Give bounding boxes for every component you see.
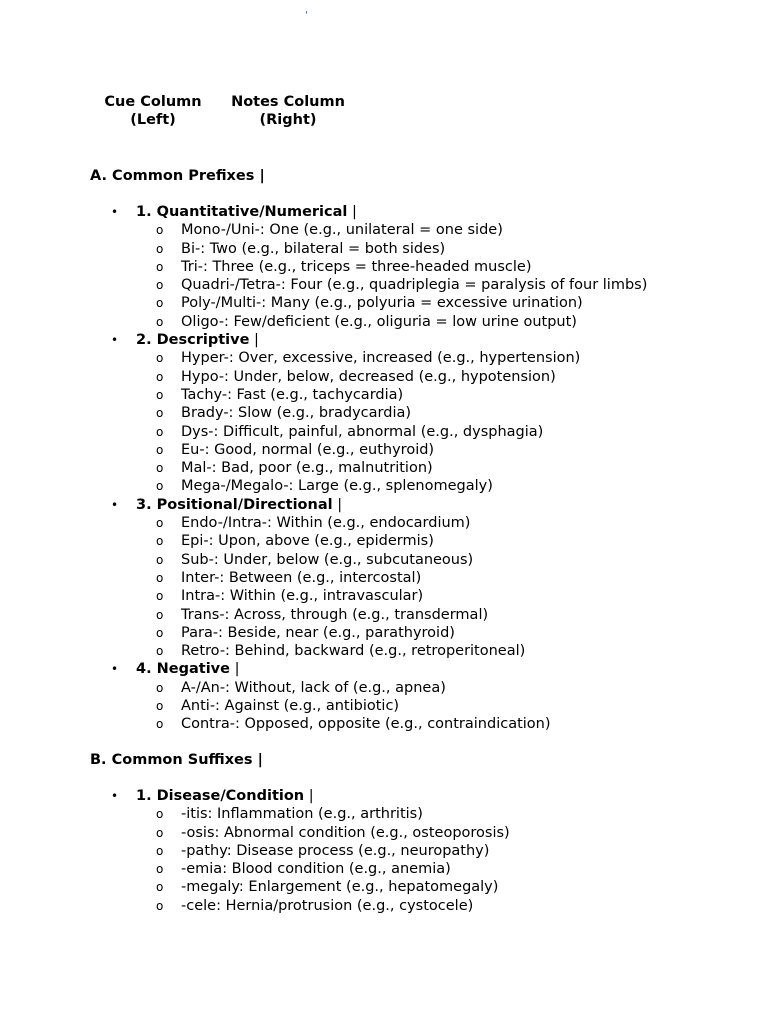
section-title-text: B. Common Suffixes: [90, 752, 253, 768]
sub-bullet-icon: o: [156, 644, 164, 659]
list-item-text: -osis: Abnormal condition (e.g., osteoporosis): [181, 824, 510, 841]
category-separator: |: [254, 332, 259, 349]
section-title-suffixes: [90, 751, 263, 769]
sub-bullet-icon: o: [156, 387, 164, 402]
sub-bullet-icon: o: [156, 552, 164, 567]
list-item: [0, 551, 768, 569]
list-item: [0, 258, 768, 276]
sub-bullet-icon: o: [156, 278, 164, 293]
list-item-text: -cele: Hernia/protrusion (e.g., cystocele): [181, 897, 474, 914]
list-item-text: Mega-/Megalo-: Large (e.g., splenomegaly): [181, 478, 493, 495]
sub-bullet-icon: o: [156, 223, 164, 238]
sub-bullet-icon: o: [156, 825, 164, 840]
bullet-icon: •: [111, 205, 119, 219]
sub-bullet-icon: o: [156, 442, 164, 457]
sub-bullet-icon: o: [156, 807, 164, 822]
notes-column-position: (Right): [259, 112, 317, 128]
list-item: [0, 824, 768, 842]
sub-bullet-icon: o: [156, 680, 164, 695]
sub-bullet-icon: o: [156, 406, 164, 421]
list-item-text: Sub-: Under, below (e.g., subcutaneous): [181, 551, 474, 568]
list-item-text: Epi-: Upon, above (e.g., epidermis): [181, 533, 434, 550]
bullet-icon: •: [111, 789, 119, 803]
category-heading: [136, 660, 239, 678]
list-item: [0, 386, 768, 404]
category-label: 1. Disease/Condition: [136, 788, 305, 804]
sub-bullet-icon: o: [156, 479, 164, 494]
list-item-text: -pathy: Disease process (e.g., neuropathy): [181, 842, 490, 859]
list-item: [0, 459, 768, 477]
list-item: [0, 587, 768, 605]
list-item: [0, 514, 768, 532]
list-item: [0, 240, 768, 258]
list-item: [0, 842, 768, 860]
list-item-text: -emia: Blood condition (e.g., anemia): [181, 861, 451, 878]
list-item: [0, 624, 768, 642]
sub-bullet-icon: o: [156, 570, 164, 585]
cue-column-header: [92, 93, 214, 129]
list-item: [0, 423, 768, 441]
bullet-icon: •: [111, 497, 119, 512]
category-separator: |: [234, 661, 240, 678]
sub-bullet-icon: o: [156, 534, 164, 549]
list-item: [0, 368, 768, 386]
list-item: [0, 897, 768, 915]
category-row: [0, 787, 768, 805]
column-headers: [0, 93, 768, 133]
list-item: [0, 606, 768, 624]
sub-bullet-icon: o: [156, 625, 164, 640]
list-item: [0, 313, 768, 331]
list-item: [0, 294, 768, 312]
list-item-text: Poly-/Multi-: Many (e.g., polyuria = excessive urination): [181, 295, 583, 312]
list-item: [0, 532, 768, 550]
sub-bullet-icon: o: [156, 461, 164, 476]
section-title-text: A. Common Prefixes: [90, 168, 255, 184]
bullet-icon: •: [111, 662, 119, 677]
list-item-text: Endo-/Intra-: Within (e.g., endocardium): [181, 515, 471, 532]
sub-bullet-icon: o: [156, 424, 164, 439]
sub-bullet-icon: o: [156, 880, 164, 895]
category-row: [0, 496, 768, 514]
notes-column-header: [220, 93, 356, 129]
category-heading: [136, 787, 314, 805]
notes-column-title: Notes Column: [231, 94, 345, 110]
sub-bullet-icon: o: [156, 369, 164, 384]
category-row: [0, 203, 768, 221]
cue-column-position: (Left): [130, 112, 176, 128]
category-label: 3. Positional/Directional: [136, 496, 333, 513]
category-label: 1. Quantitative/Numerical: [136, 204, 348, 220]
sub-bullet-icon: o: [156, 516, 164, 531]
list-item-text: Anti-: Against (e.g., antibiotic): [181, 698, 400, 715]
list-item-text: Brady-: Slow (e.g., bradycardia): [181, 405, 412, 422]
sub-bullet-icon: o: [156, 259, 164, 274]
sub-bullet-icon: o: [156, 717, 164, 732]
list-item: [0, 221, 768, 239]
category-label: 2. Descriptive: [136, 332, 250, 349]
sub-bullet-icon: o: [156, 699, 164, 714]
list-item: [0, 715, 768, 733]
section-title-prefixes: [90, 167, 265, 185]
list-item-text: Bi-: Two (e.g., bilateral = both sides): [181, 240, 446, 257]
sub-bullet-icon: o: [156, 241, 164, 256]
list-item-text: Mono-/Uni-: One (e.g., unilateral = one side): [181, 222, 503, 239]
list-item-text: Dys-: Difficult, painful, abnormal (e.g., dysphagia): [181, 423, 544, 440]
list-item: [0, 276, 768, 294]
list-item-text: -itis: Inflammation (e.g., arthritis): [181, 806, 423, 823]
sub-bullet-icon: o: [156, 843, 164, 858]
section-separator: |: [257, 752, 263, 768]
list-item-text: Contra-: Opposed, opposite (e.g., contraindication): [181, 716, 551, 733]
category-separator: |: [337, 496, 343, 513]
category-separator: |: [308, 788, 314, 804]
list-item: [0, 642, 768, 660]
sub-bullet-icon: o: [156, 296, 164, 311]
sub-bullet-icon: o: [156, 607, 164, 622]
list-item: [0, 477, 768, 495]
list-item: [0, 441, 768, 459]
cue-column-title: Cue Column: [104, 94, 202, 110]
list-item-text: Retro-: Behind, backward (e.g., retroperitoneal): [181, 643, 526, 660]
list-item-text: Intra-: Within (e.g., intravascular): [181, 588, 424, 605]
prefixes-list: [0, 203, 768, 734]
list-item: [0, 569, 768, 587]
sub-bullet-icon: o: [156, 351, 164, 366]
category-separator: |: [352, 204, 357, 220]
category-heading: [136, 331, 259, 349]
section-separator: |: [259, 168, 265, 184]
list-item: [0, 349, 768, 367]
list-item-text: A-/An-: Without, lack of (e.g., apnea): [181, 679, 446, 696]
sub-bullet-icon: o: [156, 898, 164, 913]
list-item-text: Inter-: Between (e.g., intercostal): [181, 569, 422, 586]
list-item: [0, 805, 768, 823]
list-item: [0, 878, 768, 896]
list-item-text: Mal-: Bad, poor (e.g., malnutrition): [181, 460, 433, 477]
list-item-text: Hypo-: Under, below, decreased (e.g., hypotension): [181, 368, 556, 385]
sub-bullet-icon: o: [156, 314, 164, 329]
category-row: [0, 331, 768, 349]
sub-bullet-icon: o: [156, 589, 164, 604]
bullet-icon: •: [111, 333, 119, 348]
list-item-text: Trans-: Across, through (e.g., transdermal): [181, 606, 489, 623]
category-row: [0, 660, 768, 678]
list-item-text: Oligo-: Few/deficient (e.g., oliguria = low urine output): [181, 313, 577, 330]
suffixes-list: [0, 787, 768, 915]
list-item-text: Tachy-: Fast (e.g., tachycardia): [181, 386, 404, 403]
list-item-text: Tri-: Three (e.g., triceps = three-headed muscle): [181, 258, 532, 275]
list-item: [0, 697, 768, 715]
list-item: [0, 860, 768, 878]
top-mark: ': [305, 10, 308, 21]
sub-bullet-icon: o: [156, 862, 164, 877]
category-heading: [136, 496, 342, 514]
list-item-text: Para-: Beside, near (e.g., parathyroid): [181, 624, 455, 641]
list-item: [0, 679, 768, 697]
list-item-text: Hyper-: Over, excessive, increased (e.g., hypertension): [181, 350, 581, 367]
list-item-text: Quadri-/Tetra-: Four (e.g., quadriplegia = paralysis of four limbs): [181, 277, 648, 294]
category-label: 4. Negative: [136, 661, 230, 678]
list-item-text: -megaly: Enlargement (e.g., hepatomegaly): [181, 879, 499, 896]
category-heading: [136, 203, 357, 221]
list-item: [0, 404, 768, 422]
list-item-text: Eu-: Good, normal (e.g., euthyroid): [181, 441, 435, 458]
